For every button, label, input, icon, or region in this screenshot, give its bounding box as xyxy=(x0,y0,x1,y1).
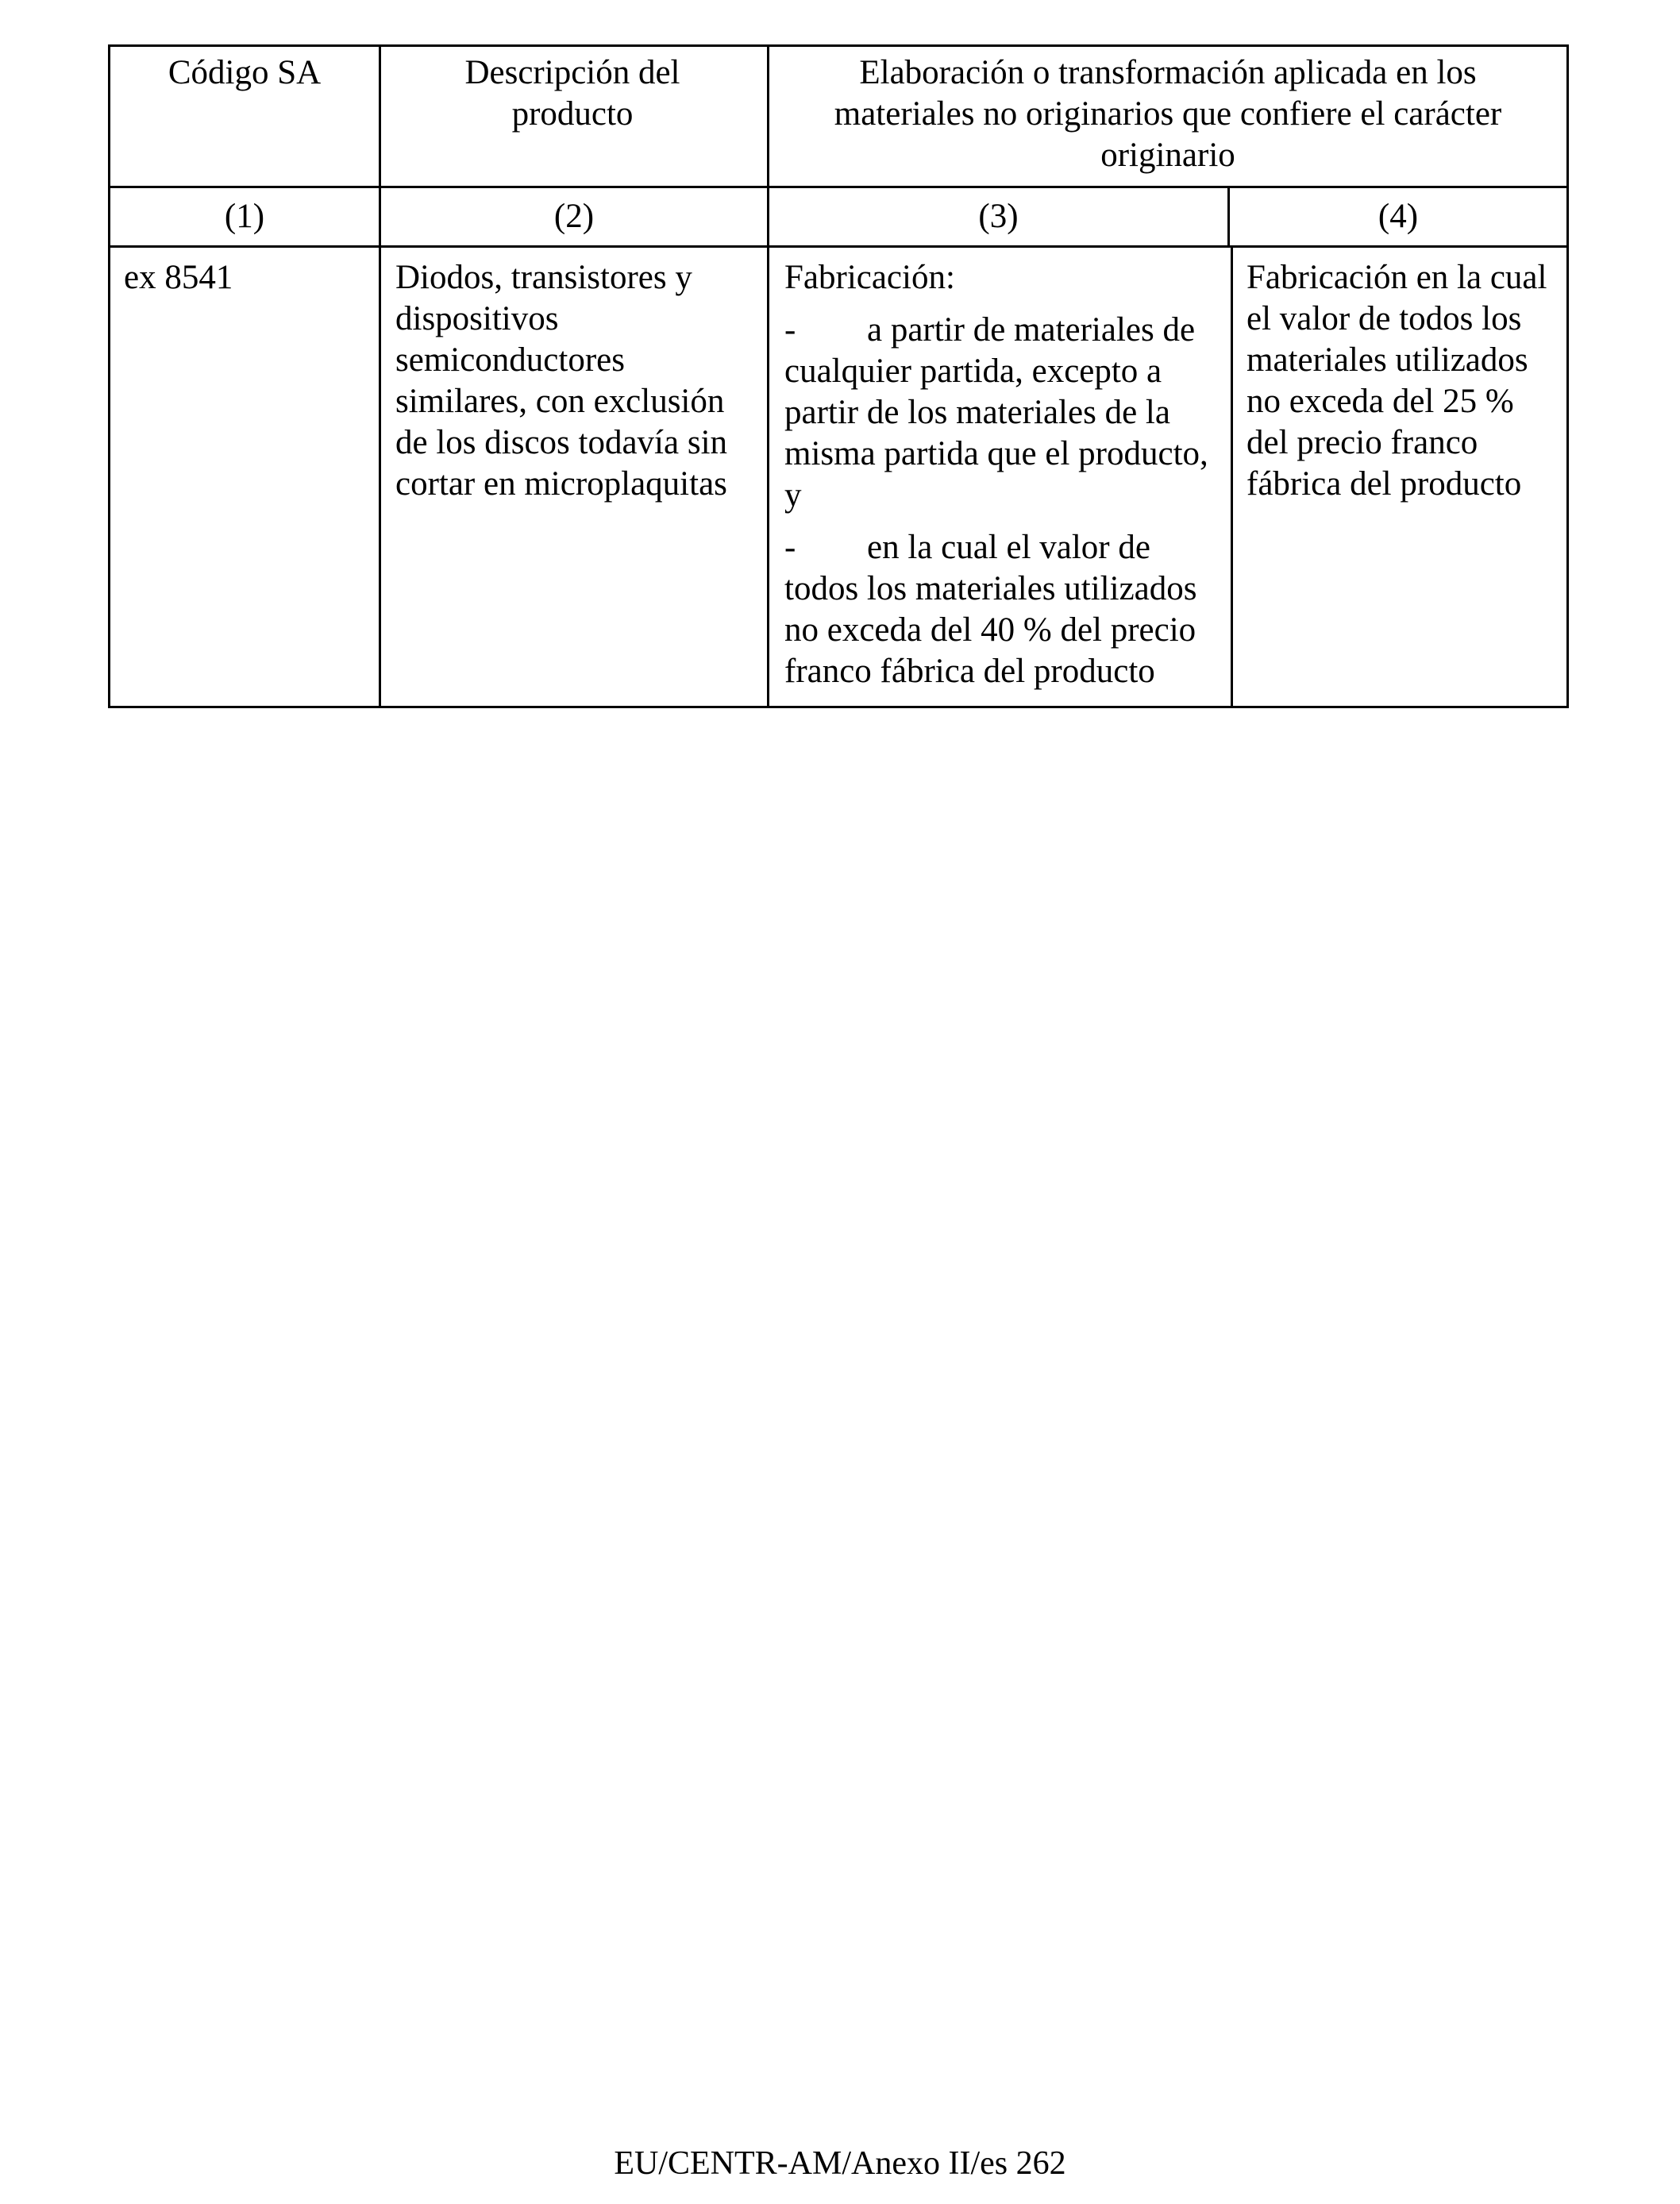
row-working-item-2 xyxy=(784,527,1220,692)
table-rule-col1 xyxy=(379,44,381,708)
row-description xyxy=(395,257,757,505)
table-rule-col3-body xyxy=(1231,245,1233,708)
header-product-description-text: Descripción del producto xyxy=(464,54,680,133)
table-border-left xyxy=(108,44,110,708)
header-hs-code-text: Código SA xyxy=(168,54,322,91)
table-border-top xyxy=(108,44,1569,47)
header-working-processing xyxy=(791,52,1545,176)
row-working-item-1-text: a partir de materiales de cualquier partida, excepto a partir de los materiales de la misma partida que el producto, y xyxy=(784,311,1208,514)
row-working-intro: Fabricación: xyxy=(784,259,955,296)
header-working-processing-text: Elaboración o transformación aplicada en los materiales no originarios que confiere el carácter originario xyxy=(834,54,1502,174)
row-working-processing xyxy=(784,257,1220,692)
row-alternative-rule-text: Fabricación en la cual el valor de todos los materiales utilizados no exceda del 25 % del precio franco fábrica del producto xyxy=(1247,259,1547,503)
header-product-description xyxy=(402,52,743,135)
column-number-4 xyxy=(1230,196,1566,237)
column-number-2-text: (2) xyxy=(553,198,595,235)
column-number-3 xyxy=(769,196,1227,237)
column-number-4-text: (4) xyxy=(1378,198,1419,235)
table-border-bottom xyxy=(108,706,1569,708)
row-hs-code-text: ex 8541 xyxy=(124,259,233,296)
footer-reference: EU/CENTR-AM/Anexo II/es 262 xyxy=(614,2145,1066,2182)
column-number-1 xyxy=(110,196,379,237)
column-number-3-text: (3) xyxy=(978,198,1019,235)
header-hs-code xyxy=(113,52,376,94)
column-number-2 xyxy=(381,196,767,237)
row-alternative-rule xyxy=(1247,257,1561,505)
row-description-text: Diodos, transistores y dispositivos semiconductores similares, con exclusión de los discos todavía sin cortar en microplaquitas xyxy=(395,259,728,503)
row-working-item-1 xyxy=(784,310,1220,516)
page-footer xyxy=(0,2144,1680,2183)
table-rule-numbers xyxy=(108,245,1569,248)
row-working-item-1-dash: - xyxy=(784,311,796,349)
table-rule-col2 xyxy=(767,44,769,708)
row-hs-code xyxy=(124,257,370,299)
row-working-item-2-dash: - xyxy=(784,529,796,566)
row-working-item-2-text: en la cual el valor de todos los materiales utilizados no exceda del 40 % del precio franco fábrica del producto xyxy=(784,529,1197,690)
column-number-1-text: (1) xyxy=(224,198,265,235)
table-rule-header xyxy=(108,186,1569,188)
rules-table xyxy=(108,44,1569,708)
table-border-right xyxy=(1566,44,1569,708)
